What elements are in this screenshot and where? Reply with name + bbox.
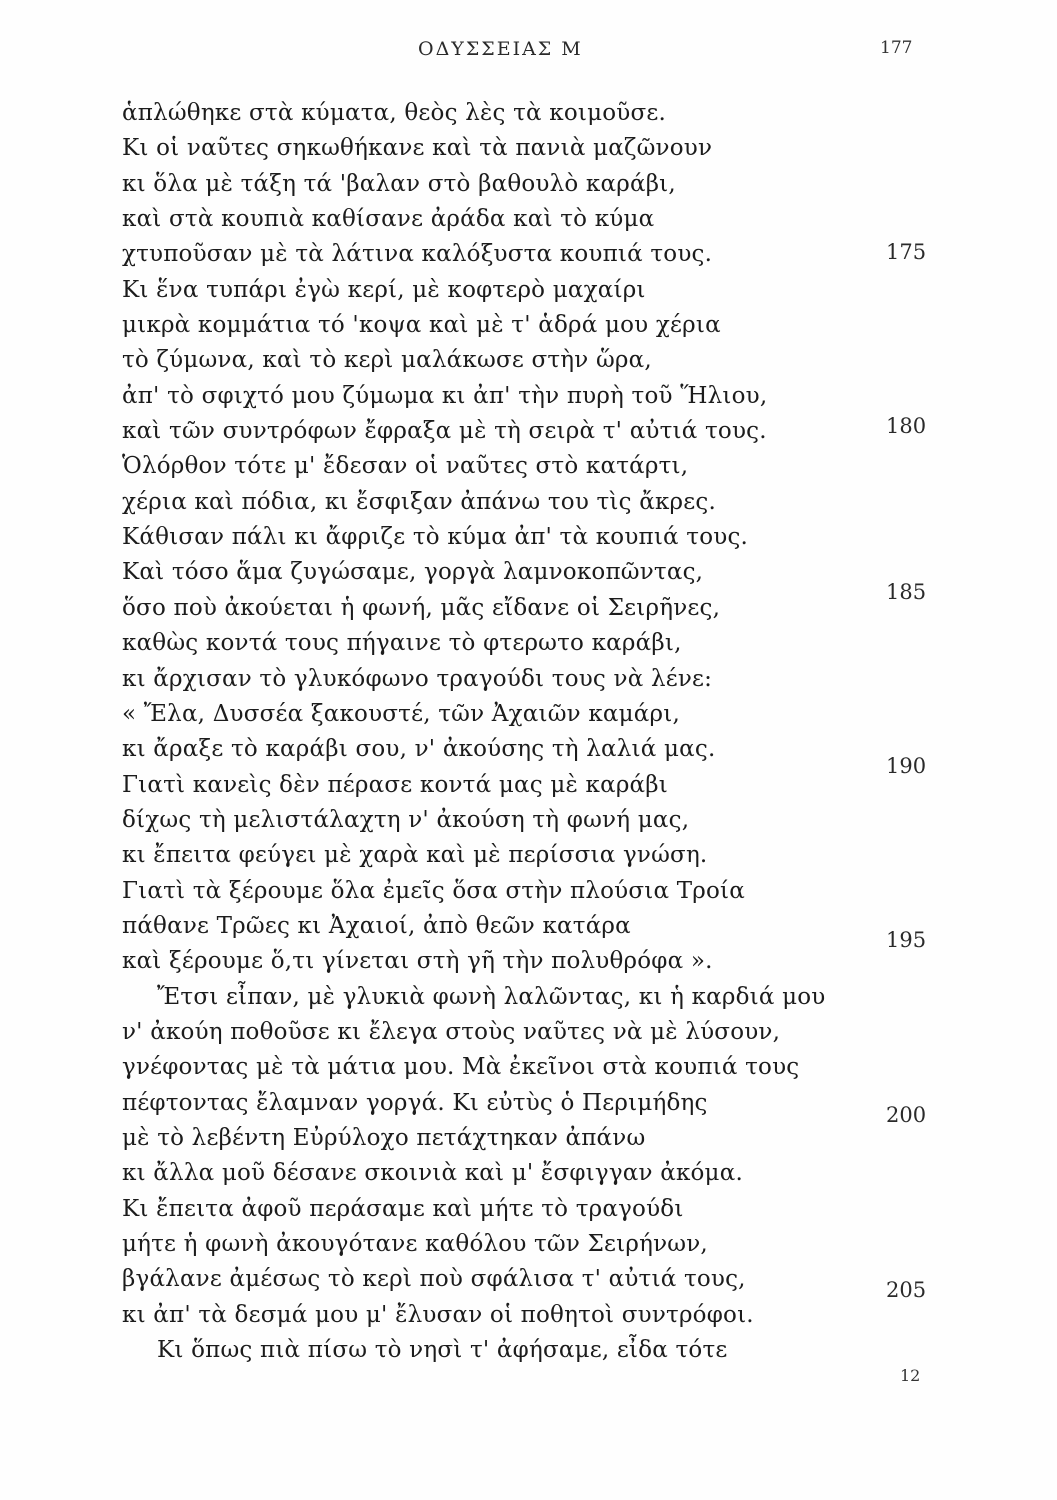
verse-line: ἀπ' τὸ σφιχτό μου ζύμωμα κι ἀπ' τὴν πυρὴ τοῦ Ἥλιου, [122,382,768,409]
page-number: 177 [880,38,913,58]
verse-line: Ὁλόρθον τότε μ' ἔδεσαν οἱ ναῦτες στὸ κατάρτι, [122,453,689,480]
verse-line: πάθανε Τρῶες κι Ἀχαιοί, ἀπὸ θεῶν κατάρα [122,912,631,939]
verse-line: « Ἔλα, Δυσσέα ξακουστέ, τῶν Ἀχαιῶν καμάρι, [122,700,680,727]
line-number: 185 [886,580,927,604]
verse-line: ἁπλώθηκε στὰ κύματα, θεὸς λὲς τὰ κοιμοῦσε. [122,100,667,126]
verse-line: δίχως τὴ μελιστάλαχτη ν' ἀκούση τὴ φωνή μας, [122,806,690,833]
verse-line: Κι ἔπειτα ἀφοῦ περάσαμε καὶ μήτε τὸ τραγούδι [122,1195,684,1222]
verse-line: μικρὰ κομμάτια τό 'κοψα καὶ μὲ τ' ἁδρά μου χέρια [122,312,721,339]
verse-line: καὶ τῶν συντρόφων ἔφραξα μὲ τὴ σειρὰ τ' αὐτιά τους. [122,418,767,445]
verse-line: κι ἄραξε τὸ καράβι σου, ν' ἀκούσης τὴ λαλιά μας. [122,736,716,763]
verse-line: ὅσο ποὺ ἀκούεται ἡ φωνή, μᾶς εἴδανε οἱ Σειρῆνες, [122,594,721,621]
line-number: 180 [886,414,927,438]
line-number: 205 [886,1278,927,1302]
verse-line: Κι ἕνα τυπάρι ἐγὼ κερί, μὲ κοφτερὸ μαχαίρι [122,276,646,303]
verse-line: καὶ στὰ κουπιὰ καθίσανε ἀράδα καὶ τὸ κύμα [122,206,655,233]
verse-line: κι ἄρχισαν τὸ γλυκόφωνο τραγούδι τους νὰ λένε: [122,665,713,692]
line-number: 195 [886,928,927,952]
verse-line: Γιατὶ κανεὶς δὲν πέρασε κοντά μας μὲ καράβι [122,771,668,798]
running-head [0,38,1057,68]
verse-line: βγάλανε ἀμέσως τὸ κερὶ ποὺ σφάλισα τ' αὐτιά τους, [122,1266,746,1293]
verse-line: γνέφοντας μὲ τὰ μάτια μου. Μὰ ἐκεῖνοι στὰ κουπιά τους [122,1054,800,1081]
verse-line: μὲ τὸ λεβέντη Εὐρύλοχο πετάχτηκαν ἀπάνω [122,1124,646,1151]
line-number: 175 [886,240,927,264]
verse-line: καθὼς κοντά τους πήγαινε τὸ φτερωτο καράβι, [122,630,682,657]
verse-line: κι ἀπ' τὰ δεσμά μου μ' ἔλυσαν οἱ ποθητοὶ συντρόφοι. [122,1301,754,1328]
verse-line: κι ἄλλα μοῦ δέσανε σκοινιὰ καὶ μ' ἔσφιγγαν ἀκόμα. [122,1160,743,1187]
line-number: 200 [886,1103,927,1127]
verse-line: μήτε ἡ φωνὴ ἀκουγότανε καθόλου τῶν Σειρήνων, [122,1231,708,1257]
verse-line: Ἔτσι εἶπαν, μὲ γλυκιὰ φωνὴ λαλῶντας, κι ἡ καρδιά μου [157,983,826,1010]
verse-line: ν' ἀκούη ποθοῦσε κι ἔλεγα στοὺς ναῦτες νὰ μὲ λύσουν, [122,1018,781,1045]
verse-line: τὸ ζύμωνα, καὶ τὸ κερὶ μαλάκωσε στὴν ὥρα, [122,347,652,374]
verse-line: καὶ ξέρουμε ὅ,τι γίνεται στὴ γῆ τὴν πολυθρόφα ». [122,948,713,975]
verse-line: Γιατὶ τὰ ξέρουμε ὅλα ἐμεῖς ὅσα στὴν πλούσια Τροία [122,877,745,904]
verse-line: κι ὅλα μὲ τάξη τά 'βαλαν στὸ βαθουλὸ καράβι, [122,170,676,197]
verse-line: κι ἔπειτα φεύγει μὲ χαρὰ καὶ μὲ περίσσια γνώση. [122,842,708,869]
signature-mark: 12 [900,1366,921,1385]
line-number: 190 [886,754,927,778]
running-title: ΟΔΥΣΣΕΙΑΣ Μ [418,38,583,60]
verse-line: χέρια καὶ πόδια, κι ἔσφιξαν ἀπάνω του τὶς ἄκρες. [122,488,716,515]
verse-line: Κι οἱ ναῦτες σηκωθήκανε καὶ τὰ πανιὰ μαζῶνουν [122,135,713,162]
verse-text [122,96,862,1368]
verse-line: χτυποῦσαν μὲ τὰ λάτινα καλόξυστα κουπιά τους. [122,241,713,268]
verse-line: Καὶ τόσο ἅμα ζυγώσαμε, γοργὰ λαμνοκοπῶντας, [122,559,704,586]
verse-line: Κάθισαν πάλι κι ἄφριζε τὸ κύμα ἀπ' τὰ κουπιά τους. [122,524,749,551]
verse-line: Κι ὅπως πιὰ πίσω τὸ νησὶ τ' ἀφήσαμε, εἶδα τότε [157,1337,728,1364]
verse-line: πέφτοντας ἔλαμναν γοργά. Κι εὐτὺς ὁ Περιμήδης [122,1089,708,1116]
